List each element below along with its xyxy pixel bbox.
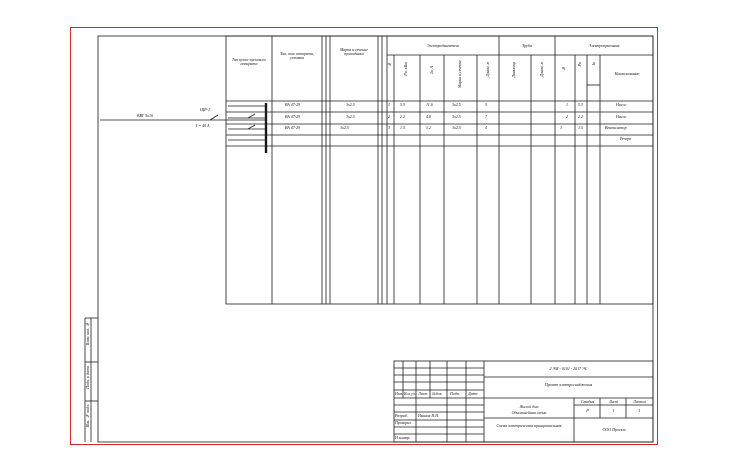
- sub-header-3: Iн, А: [429, 66, 434, 74]
- row2-breaker: ВА 47-29: [285, 114, 301, 119]
- feeder-cable: ВВГ 5х10: [137, 113, 153, 118]
- tb-role-dev: Разраб.: [395, 413, 408, 418]
- tb-col-podp: Подп.: [450, 391, 460, 396]
- project-name: Проект электроснабжения: [544, 382, 593, 387]
- tb-col-doc: №док.: [432, 391, 443, 396]
- sheets-label: Листов: [632, 399, 647, 404]
- row1-breaker: ВА 47-29: [285, 102, 301, 107]
- drawing-name: Схема электрическая принципиальная: [496, 423, 562, 428]
- row3-cable: 3x2.5: [340, 125, 349, 130]
- row3-breaker: ВА 47-29: [285, 125, 301, 130]
- row3-n: 3: [388, 125, 390, 130]
- object-name: Жилой дом: [519, 404, 539, 409]
- row2-n: 2: [388, 114, 390, 119]
- row3-pn: 1.5: [578, 125, 583, 130]
- row1-no: 1: [566, 102, 568, 107]
- feeder-label-top: ЩР-1: [200, 107, 210, 112]
- header-group-pipe: Труба: [522, 43, 532, 48]
- sub-header-8: №: [561, 66, 566, 71]
- sub-header-6: Диаметр: [511, 62, 516, 78]
- sheets-value: 1: [638, 408, 641, 413]
- tb-col-kol: Кол.уч.: [404, 391, 416, 396]
- row3-no: 3: [560, 125, 562, 130]
- row3-mark: 3x2.5: [452, 125, 461, 130]
- row2-len: 7: [485, 114, 487, 119]
- header-col2: Тип, ток аппарата, уставка: [280, 51, 314, 60]
- row2-p: 2.2: [400, 114, 405, 119]
- sheet-value: 1: [612, 408, 615, 413]
- row2-i: 4.8: [426, 114, 431, 119]
- row2-name: Насос: [616, 114, 627, 119]
- row4-name: Резерв: [620, 136, 632, 141]
- sub-header-7: Длина, м: [539, 62, 544, 77]
- tb-role-check: Проверил: [395, 420, 412, 425]
- row2-pn: 2.2: [578, 114, 583, 119]
- sub-header-4: Марка и сечение: [457, 60, 462, 88]
- row1-cable: 3x2.5: [346, 102, 355, 107]
- org-name: ООО Проект: [602, 427, 626, 432]
- side-stamp-1: Инв. № подл.: [85, 404, 90, 428]
- sub-header-11: Наименование: [614, 71, 640, 76]
- row1-name: Насос: [616, 102, 627, 107]
- sub-header-10: Iн: [591, 62, 596, 66]
- stage-value: Р: [586, 408, 589, 413]
- row1-mark: 3x2.5: [452, 102, 461, 107]
- side-stamp-3: Взам. инв. №: [85, 322, 90, 346]
- sub-header-9: Рн: [577, 62, 582, 67]
- row2-no: 2: [566, 114, 568, 119]
- row2-mark: 3x2.5: [452, 114, 461, 119]
- row1-i: 11.6: [426, 102, 433, 107]
- header-col1: Тип пуско-пускового аппарата: [231, 57, 267, 66]
- tb-role-norm: Н.контр.: [395, 435, 411, 440]
- sub-header-2: Рн, кВт: [403, 62, 408, 76]
- row3-name: Вентилятор: [605, 125, 627, 130]
- row1-p: 5.5: [400, 102, 405, 107]
- sheet-label: Лист: [608, 399, 619, 404]
- feeder-label-bot: I = 40 А: [196, 123, 210, 128]
- tb-col-date: Дата: [468, 391, 478, 396]
- row3-i: 3.2: [426, 125, 431, 130]
- tb-col-izm: Изм.: [395, 391, 403, 396]
- side-stamp-2: Подп. и дата: [85, 366, 90, 389]
- header-group-consumer: Электроприемник: [588, 43, 620, 48]
- stage-label: Стадия: [580, 399, 595, 404]
- row3-p: 1.5: [400, 125, 405, 130]
- sub-header-5: Длина, м: [485, 62, 490, 77]
- row1-n: 1: [388, 102, 390, 107]
- row1-pn: 5.5: [578, 102, 583, 107]
- header-group-motor: Электродвигатель: [426, 43, 460, 48]
- sheet-name: Однолинейная схема: [511, 410, 547, 415]
- tb-developer: Иванов И.И.: [418, 413, 440, 418]
- header-col3: Марка и сечение проводника: [340, 47, 368, 56]
- row1-len: 5: [485, 102, 487, 107]
- sub-header-1: №: [387, 62, 392, 67]
- tb-col-list: Лист: [418, 391, 428, 396]
- row3-len: 4: [485, 125, 487, 130]
- row2-cable: 3x2.5: [346, 114, 355, 119]
- doc-code: 2 ЭМ - 0101 - 2017 ЭС: [549, 366, 588, 371]
